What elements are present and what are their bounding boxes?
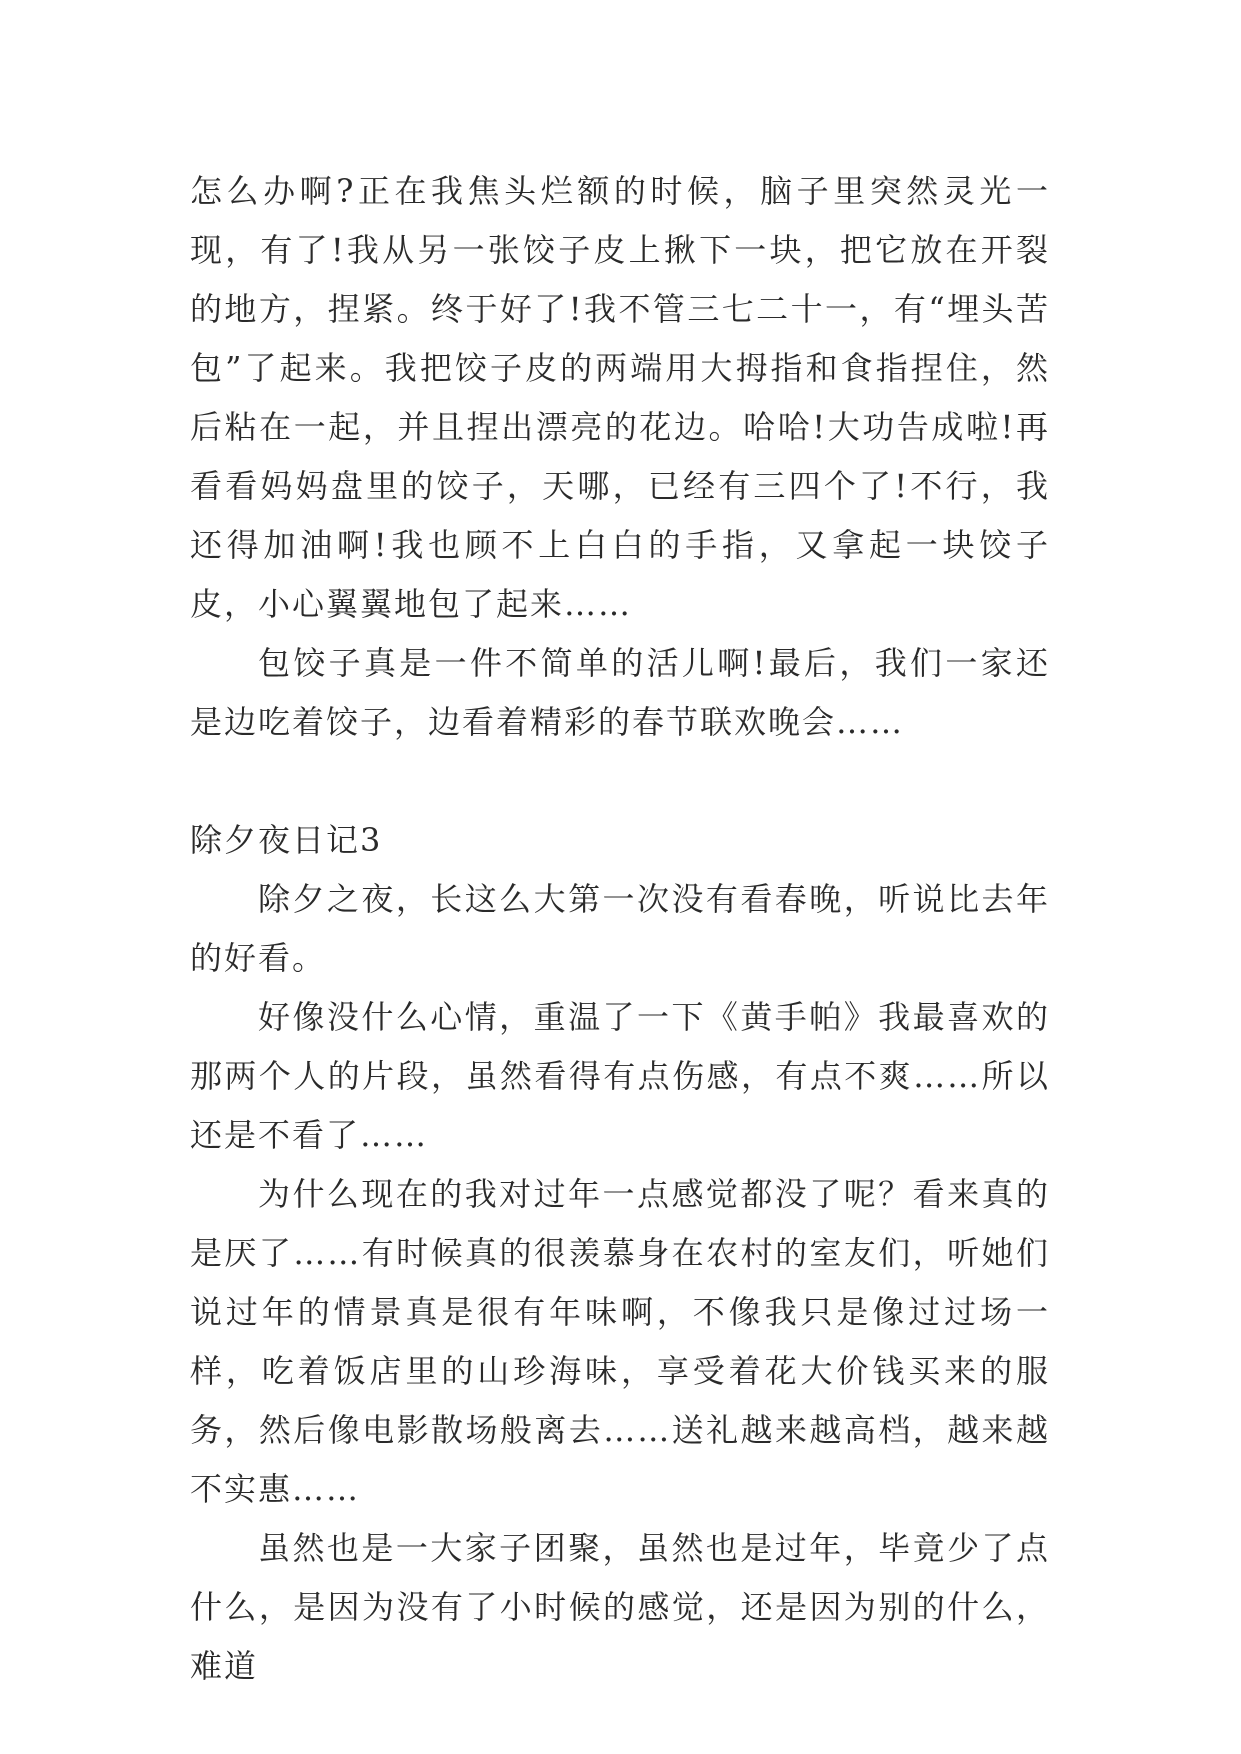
paragraph-yellow-handkerchief: 好像没什么心情，重温了一下《黄手帕》我最喜欢的那两个人的片段，虽然看得有点伤感，有点不爽……所以还是不看了…… [190,998,1050,1154]
paragraph-family-reunion: 虽然也是一大家子团聚，虽然也是过年，毕竟少了点什么，是因为没有了小时候的感觉，还是因为别的什么，难道 [190,1529,1050,1685]
paragraph-new-year-eve: 除夕之夜，长这么大第一次没有看春晚，听说比去年的好看。 [190,880,1050,977]
document-body [190,162,1050,1696]
paragraph-no-feeling: 为什么现在的我对过年一点感觉都没了呢？看来真的是厌了……有时候真的很羡慕身在农村的室友们，听她们说过年的情景真是很有年味啊，不像我只是像过过场一样，吃着饭店里的山珍海味，享受着花大价钱买来的服务，然后像电影散场般离去……送礼越来越高档，越来越不实惠…… [190,1175,1050,1508]
paragraph-dumpling-ending: 包饺子真是一件不简单的活儿啊!最后，我们一家还是边吃着饺子，边看着精彩的春节联欢晚会…… [190,644,1050,741]
paragraph-dumpling-continuation: 怎么办啊?正在我焦头烂额的时候，脑子里突然灵光一现，有了!我从另一张饺子皮上揪下一块，把它放在开裂的地方，捏紧。终于好了!我不管三七二十一，有“埋头苦包”了起来。我把饺子皮的两端用大拇指和食指捏住，然后粘在一起，并且捏出漂亮的花边。哈哈!大功告成啦!再看看妈妈盘里的饺子，天哪，已经有三四个了!不行，我还得加油啊!我也顾不上白白的手指，又拿起一块饺子皮，小心翼翼地包了起来…… [190,172,1050,623]
section-title: 除夕夜日记3 [190,821,383,859]
